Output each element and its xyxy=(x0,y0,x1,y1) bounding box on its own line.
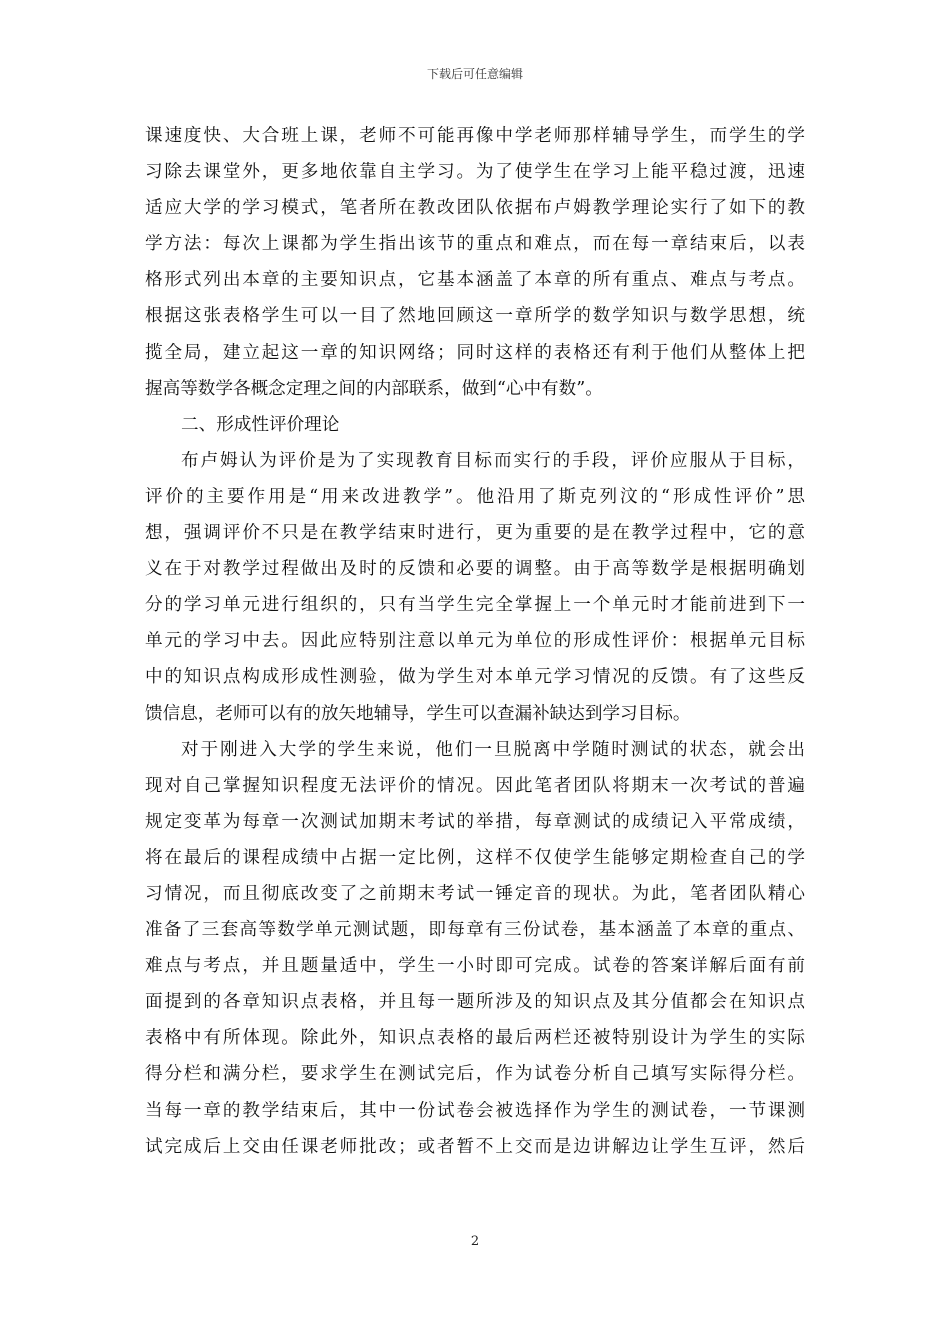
text-line: 分的学习单元进行组织的，只有当学生完全掌握上一个单元时才能前进到下一 xyxy=(145,595,805,616)
text-line: 适应大学的学习模式，笔者所在教改团队依据布卢姆教学理论实行了如下的教 xyxy=(145,198,805,219)
text-line: 将在最后的课程成绩中占据一定比例，这样不仅使学生能够定期检查自己的学 xyxy=(145,847,805,868)
text-line: 馈信息，老师可以有的放矢地辅导，学生可以查漏补缺达到学习目标。 xyxy=(145,703,691,724)
text-line: 评价的主要作用是“用来改进教学”。他沿用了斯克列汶的“形成性评价”思 xyxy=(145,486,805,507)
text-line: 难点与考点，并且题量适中，学生一小时即可完成。试卷的答案详解后面有前 xyxy=(145,956,805,977)
text-line: 面提到的各章知识点表格，并且每一题所涉及的知识点及其分值都会在知识点 xyxy=(145,992,805,1013)
text-line: 规定变革为每章一次测试加期末考试的举措，每章测试的成绩记入平常成绩， xyxy=(145,811,805,832)
text-line: 得分栏和满分栏，要求学生在测试完后，作为试卷分析自己填写实际得分栏。 xyxy=(145,1064,805,1085)
text-line: 表格中有所体现。除此外，知识点表格的最后两栏还被特别设计为学生的实际 xyxy=(145,1028,805,1049)
text-line: 义在于对教学过程做出及时的反馈和必要的调整。由于高等数学是根据明确划 xyxy=(145,559,805,580)
text-line: 布卢姆认为评价是为了实现教育目标而实行的手段，评价应服从于目标， xyxy=(181,450,805,471)
text-line: 单元的学习中去。因此应特别注意以单元为单位的形成性评价：根据单元目标 xyxy=(145,631,805,652)
text-line: 学方法：每次上课都为学生指出该节的重点和难点，而在每一章结束后，以表 xyxy=(145,234,805,255)
text-line: 根据这张表格学生可以一目了然地回顾这一章所学的数学知识与数学思想，统 xyxy=(145,306,805,327)
text-line: 当每一章的教学结束后，其中一份试卷会被选择作为学生的测试卷，一节课测 xyxy=(145,1100,805,1121)
text-line: 习除去课堂外，更多地依靠自主学习。为了使学生在学习上能平稳过渡，迅速 xyxy=(145,162,805,183)
section-heading: 二、形成性评价理论 xyxy=(181,414,340,435)
page-header: 下载后可任意编辑 xyxy=(426,67,523,81)
text-line: 现对自己掌握知识程度无法评价的情况。因此笔者团队将期末一次考试的普遍 xyxy=(145,775,805,796)
body-text xyxy=(145,118,805,1165)
text-line: 揽全局，建立起这一章的知识网络；同时这样的表格还有利于他们从整体上把 xyxy=(145,342,805,363)
text-line: 试完成后上交由任课老师批改；或者暂不上交而是边讲解边让学生互评，然后 xyxy=(145,1136,805,1157)
page-number: 2 xyxy=(470,1234,480,1249)
text-line: 对于刚进入大学的学生来说，他们一旦脱离中学随时测试的状态，就会出 xyxy=(181,739,805,760)
text-line: 格形式列出本章的主要知识点，它基本涵盖了本章的所有重点、难点与考点。 xyxy=(145,270,805,291)
text-line: 习情况，而且彻底改变了之前期末考试一锤定音的现状。为此，笔者团队精心 xyxy=(145,883,805,904)
text-line: 课速度快、大合班上课，老师不可能再像中学老师那样辅导学生，而学生的学 xyxy=(145,126,805,146)
text-line: 想，强调评价不只是在教学结束时进行，更为重要的是在教学过程中，它的意 xyxy=(145,523,805,544)
text-line: 准备了三套高等数学单元测试题，即每章有三份试卷，基本涵盖了本章的重点、 xyxy=(145,920,805,941)
text-line: 中的知识点构成形成性测验，做为学生对本单元学习情况的反馈。有了这些反 xyxy=(145,667,805,688)
text-line: 握高等数学各概念定理之间的内部联系，做到“心中有数”。 xyxy=(145,378,603,399)
